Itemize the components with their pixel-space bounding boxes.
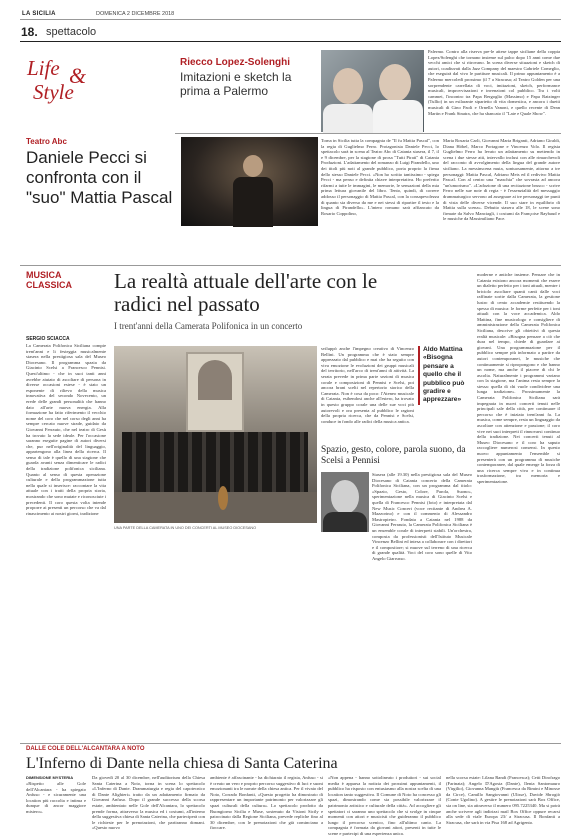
pennisi-photo bbox=[321, 472, 369, 532]
header-rule-2 bbox=[20, 41, 561, 42]
floor bbox=[114, 492, 317, 523]
main-col2: sviluppò anche l'impegno creativo di Vincenzo Bellini. Un programma che è stato sempre apprezzato dal pubblico e mai che ha seguito con viva emozione le evoluzioni dei gruppi musicali del territorio, nell'arco di trent'anni di attività. La serata prevede in prima parte sezioni di musica corale e composizioni di Pennisi e Scelsi, poi ancora brani scelti nel repertorio storico della Camerata. Non è cosa da poco: l'Ateneo musicale di Catania, esibendosi anche all'estero, ha trovato in questo gruppo corale una delle sue voci più autorevoli e ora presenta al pubblico le ragioni della propria ricerca, che da Pennisi e Scelsi, conduce in fondo alle radici della musica antica. bbox=[321, 346, 414, 424]
main-section-1: MUSICA bbox=[26, 270, 62, 280]
masthead: LA SICILIA bbox=[22, 11, 56, 17]
lopez-rule bbox=[175, 133, 561, 134]
main-headline: La realtà attuale dell'arte con le radici nel passato bbox=[114, 269, 378, 316]
teatro-kicker: Teatro Abc bbox=[26, 137, 67, 146]
portrait-left bbox=[333, 68, 363, 104]
lopez-photo bbox=[321, 50, 424, 132]
guitar bbox=[218, 486, 228, 510]
lopez-title: Riecco Lopez-Solenghi bbox=[180, 57, 291, 68]
main-col1: La Camerata Polifonica Siciliana compie trent'anni e li festeggia musicalmente stasera nella prestigiosa sala del Museo Diocesano. Il programma spazia da Giacinto Scelsi a Francesco Pennisi. Quest'ultimo - che in suoi tanti anni avrebbe aiutato di ascoltare di persona in diverse occasioni estese - è stato un esponente di rilievo della musica innovativa del secondo Novecento, un erede delle grandi personalità che hanno dato all'arte nuova energia. Alla formazione ha fatto riferimento il vecchio nome del coro che nel corso degli anni ha sempre cercato nuove strade, guidato da Giovanni Ferrauto, che nel teatro di Gesù ha trovato la sede ideale. Per l'occasione saranno eseguite pagine di autori diversi che, pur nell'originalità del linguaggio, appartengono alla linea della ricerca. Il senso di tale è quello di una stagione che guarda avanti senza dimenticare le radici della tradizione polifonica siciliana. Quanto al senso di questa operazione culturale e della programmazione tutta nella quale si inserisce: raccontare la vita attuale con i tratti della propria storia, mostrando che sono mutate e riconosciute i precedenti. Il coro questa volta intende proporre ai presenti un percorso che va dal rinascimento ai nostri giorni, tradizione bbox=[26, 343, 106, 516]
concert-photo bbox=[114, 346, 317, 523]
inferno-col4: nella scorsa estate: Lilana Randi (Francesca); Cetti Dirofrago (Farinata); Angelo D'Agosta (Dante), Ilenia Santomauro (Virgilio), Giovanna Mangiù (Francesca da Rimini e Minosse da Circe), Camillo Sangiovanni (Ulisse), Davide Sbrogiò (Conte Ugolino). A gestire le prenotazioni sarà Box Office, sia on line, sia attraverso il numero 095.7225340. Ma si potrà anche scrivere agli indirizzi mail Box Office oppure recarsi alla sede di viale Europa 23/ a Siracusa. Il Bonfanti a Siracusa, che sarà in via Pisa 168 ad Agrigento. bbox=[446, 775, 560, 825]
page-number: 18. bbox=[21, 25, 38, 39]
main-byline: SERGIO SCIACCA bbox=[26, 336, 70, 342]
logo-life: Life bbox=[27, 56, 60, 80]
pennisi-face bbox=[331, 480, 359, 514]
teatro-col2: Maria Rosaria Carli, Giovanni Maria Briganti, Adriano Giraldi, Diana Höbel, Marco Portagone e Vincenzo Volo. Il regista Guglielmo Ferro ha levato un adattamento su mettendo in scena i due stesse atti, intervallo inclusi con alle rimarchevoli del racconto di avvolgimento della lingua del grande autore siciliano. La messinscena muta, sontuosamente, attorno a tre personaggi: Mattia Pascal, Adriano Meis ed il redivivo Mattia Pascal. Con al centro una "maschia" che sovrasta ad ancora "un'umorismo". «L'adozione di una recitazione brusco - scrive Ferro nelle sue note di regia - è l'essenzialità del messaggio drammaturgico servono ad assegnare ai tre personaggi tre punti di vista delle diverse vicende. Il suo stare in equilibrio di Mattia sulla scena». Debutto stasera alle 18, le scene sono firmate da Salvo Manciagli, i costumi da Françoise Raybaud e le musiche da Massimiliano Pace. bbox=[443, 138, 560, 222]
life-style-logo bbox=[27, 56, 107, 114]
main-quote: Aldo Mattina «Bisogna pensare a quello che il pubblico può gradire e apprezzare» bbox=[418, 346, 473, 405]
teatro-headline: Daniele Pecci si confronta con il "suo" Mattia Pascal bbox=[26, 148, 173, 207]
inferno-side-label: DIMENSIONE MYSTERIA bbox=[26, 775, 74, 780]
robe-right bbox=[373, 100, 423, 134]
actor-body bbox=[233, 177, 273, 227]
lopez-subtitle: Imitazioni e sketch la prima a Palermo bbox=[180, 70, 292, 98]
inferno-col2: ambiente è affascinante - ha dichiarato il regista, Anfuso - si è creato un vero e proprio percorso suggestivo di luci e suoni emozionanti tra le navate della chiesa antica. Per il vivaio del Noto, Corrado Bonfanti, «Questo progetto ha dimostrato di rappresentare un importante patrimonio per valorizzare gli spazi culturali della cultura». Lo spettacolo prodotto da Buongiorno Sicilia e Muse, sostenuto da Visioni Sicily e patrocinato dalla Regione Siciliana, prevede repliche fino al 30 dicembre, con le prenotazioni che già cominciano a fioccare. bbox=[210, 775, 323, 831]
main-section-2: CLASSICA bbox=[26, 280, 73, 290]
header-date: DOMENICA 2 DICEMBRE 2018 bbox=[96, 11, 175, 17]
teatro-photo bbox=[181, 137, 318, 226]
logo-amp: & bbox=[69, 63, 87, 88]
inferno-headline: L'Inferno di Dante nella chiesa di Santa Caterina bbox=[26, 755, 338, 772]
main-col4: moderne e antiche insieme. Pensare che in Catania esistono ancora momenti che essere un dialetto perfetto per i toni attuali, mentre i briciolo ascoltare quanti canti dalle voci raffinate sorite dalla Camerata, la gestione lustro di cento accademie restituendo la spesso di musica: le forme perfette per i toni attuali con la voce accademica. Aldo Mattina, fine musicologo e consigliere di amministrazione della Camerata Polifonica Siciliana, descrive gli obiettivi di questa realtà musicale: «Bisogna pensare a ciò che dura nel tempo, chiede di guardare ai giovani. Una programmazione per il pubblico sempre più informato a partire da autori contemporanei, le musiche che continuamente si ripropongono e che hanno un nome, ma anche il piacere di chi le ascolta. Naturalmente i programmi variano con la stagione, ma l'anima resta sempre la stessa: quella di chi vuole condividere una lunga tradizione». Prossimamente la Camerata Polifonica Siciliana sarà impegnata in nuovi concerti tenuti nelle principali sale della città, per continuare il percorso che è iniziato trent'anni fa. La musica, come sempre, resta un linguaggio da ascoltare con attenzione e passione; il coro vive nei suoi interpreti il rinnovarsi continuo della tradizione. Nei concerti tenuti al Museo Diocesano e il coro ha saputo raccogliere numerosi consensi. In questo nuovo appuntamento l'ensemble si presenterà con un programma di musiche contemporanee, dal quale emerge la forza di una ricerca sempre viva e in continua trasformazione, tra memoria e sperimentazione. bbox=[477, 272, 560, 484]
main-rule bbox=[20, 743, 561, 744]
lopez-body: Palermo. Contro alla riserva pre-le attese tappe siciliane della coppia Lopez/Solenghi che tornano insieme sul palco dopo 15 anni come due vecchi amici che si ritrovano. In scena diverse situazioni e sketch di autori, coadiuvati dalla Jazz Company del maestro Gabriele Comeglio, che eseguirà dal vivo le partiture musicali. Il primo appuntamento è a Palermo mercoledì prossimo (il 7 a Siracusa; al Teatro Golden per una sorprendente carrellata di voci, imitazioni, sketch, performance musicali, improvvisazioni e invenzioni col pubblico. Tra i volti cammei, l'incontro tra Papa Bergoglio (Massimo) e Papa Ratzinger (Tullio) in un esilarante siparietto di vita domestica, e ancora i duetti musicali di Gino Paoli e Ornella Vanoni, e quello recente di Dean Martin e Frank Sinatra, che ha sbancato il "Late e Quale Show". bbox=[428, 49, 560, 116]
inferno-col3: «Non appena - hanno sottolineato i produttori - sui social media è apparsa la notizia dei prossimi appuntamenti, il pubblico ha risposto con entusiasmo alla nostra scelta di una location tanto suggestiva. Il Comune di Noto ha concesso gli spazi, dimostrando come sia possibile valorizzare il patrimonio artistico e culturale della città». Ad accogliere gli spettatori ci saranno uno spettacolo che si svolge in cinque momenti con attori e musicisti che guideranno il pubblico lungo il percorso scenico, fino all'ultimo canto. La compagnia è formata da giovani attori, presenti in tutte le scene e partecipi di una esperienza unica. bbox=[328, 775, 441, 836]
altar-arch bbox=[198, 360, 232, 400]
inferno-side: «Rispetto alle Gole dell'Alcantara - ha spiegato Anfuso - e sicuramente una location più raccolta e intima e dunque di ancor maggiore mistero». bbox=[26, 781, 86, 814]
concert-caption: UNA PARTE DELLA CAMERATA IN UNO DEI CONCERTI AL MUSEO DIOCESANO bbox=[114, 526, 257, 530]
teatro-rule bbox=[20, 265, 561, 266]
pennisi-body bbox=[323, 512, 367, 532]
portrait-right bbox=[379, 64, 411, 102]
inferno-kicker: DALLE COLE DELL'ALCANTARA A NOTO bbox=[26, 746, 145, 752]
header-rule bbox=[20, 19, 561, 20]
main-subtitle: I trent'anni della Camerata Polifonica in un concerto bbox=[114, 321, 303, 331]
sub-headline: Spazio, gesto, colore, parola suono, da Scelsi a Pennisi bbox=[321, 445, 466, 466]
robe-left bbox=[323, 104, 373, 134]
main-col3: Stasera (alle 19.30) nella prestigiosa sala del Museo Diocesano di Catania concerto della Camerata Polifonica Siciliana, con un programma dal titolo: «Spazio, Gesto, Colore, Parola, Suono», sperimentazione nella musica di Giacinto Scelsi e quella di Francesco Pennisi (foto) e interpretata dal New Music Concert (voce recitante di Andrea A. Mazzorino) e con il commento di Alessandro Mastropietro. Fondata a Catania nel 1988 da Giovanni Ferrauto, la Camerata Polifonica Siciliana è un ensemble corale di interpreti stabili. Un'orchestra, composta da professionisti dell'Istituto Musicale Vincenzo Bellini ed intesa a collaborare con i direttori e il compositore; si muove sul terreno di una ricerca di grande qualità. Voci del coro sono quelle di Vito Angelo Giarrusso. bbox=[372, 472, 472, 561]
section-name: spettacolo bbox=[46, 26, 97, 38]
inferno-col1: Da giovedì 20 al 30 dicembre, nell'auditorium della Chiesa Santa Caterina a Noto, torna in scena lo spettacolo «L'Inferno di Dante. Drammaturgia e regia del capotecnico di Dante Alighieri» tratto da un adattamento firmato da Giovanni Anfuso. Dopo il grande successo della scorsa estate, ambientato nelle Gole dell'Alcantara, lo spettacolo prende forma, attraverso la musica ed i costumi, all'interno della suggestiva chiesa di Santa Caterina, che parteciperà con le richieste per le prenotazioni, che partiranno domani. «Questo nuovo bbox=[92, 775, 205, 831]
logo-style: Style bbox=[33, 80, 74, 104]
choir-row bbox=[122, 432, 308, 492]
actor-figure bbox=[243, 155, 263, 177]
teatro-col1: Torna in Sicilia tutta la compagnia de "Il fu Mattia Pascal", con la regia di Guglielmo Ferro. Protagonista Daniele Pecci, lo spettacolo sarà in scena al Teatro Abc di Catania stasera, il 7, il e 9 dicembre, per la stagione di prosa "Tutti Pirati" di Catania Produzioni. L'adattamento del romanzo di Luigi Pirandello, uno dei titoli più noti al grande pubblico, porta proprio la firma dello stesso Daniele Pecci. «Non ho scritto tantissimo - spiega Pecci - ma penso e definita chiave interpretativa. Ho preferito rifarmi a tutte le immagini, le memorie, le sensazioni della mia prima lettura giovanile del libro. Tento, quindi, di correre addosso il personaggio di Mattia Pascal, con la consapevolezza di quanto sia diverso da me e nei stessi di ripartire il testo e la lingua di Pirandello». L'intero romano sarà affiancato da Rosario Coppolino, bbox=[321, 138, 439, 216]
